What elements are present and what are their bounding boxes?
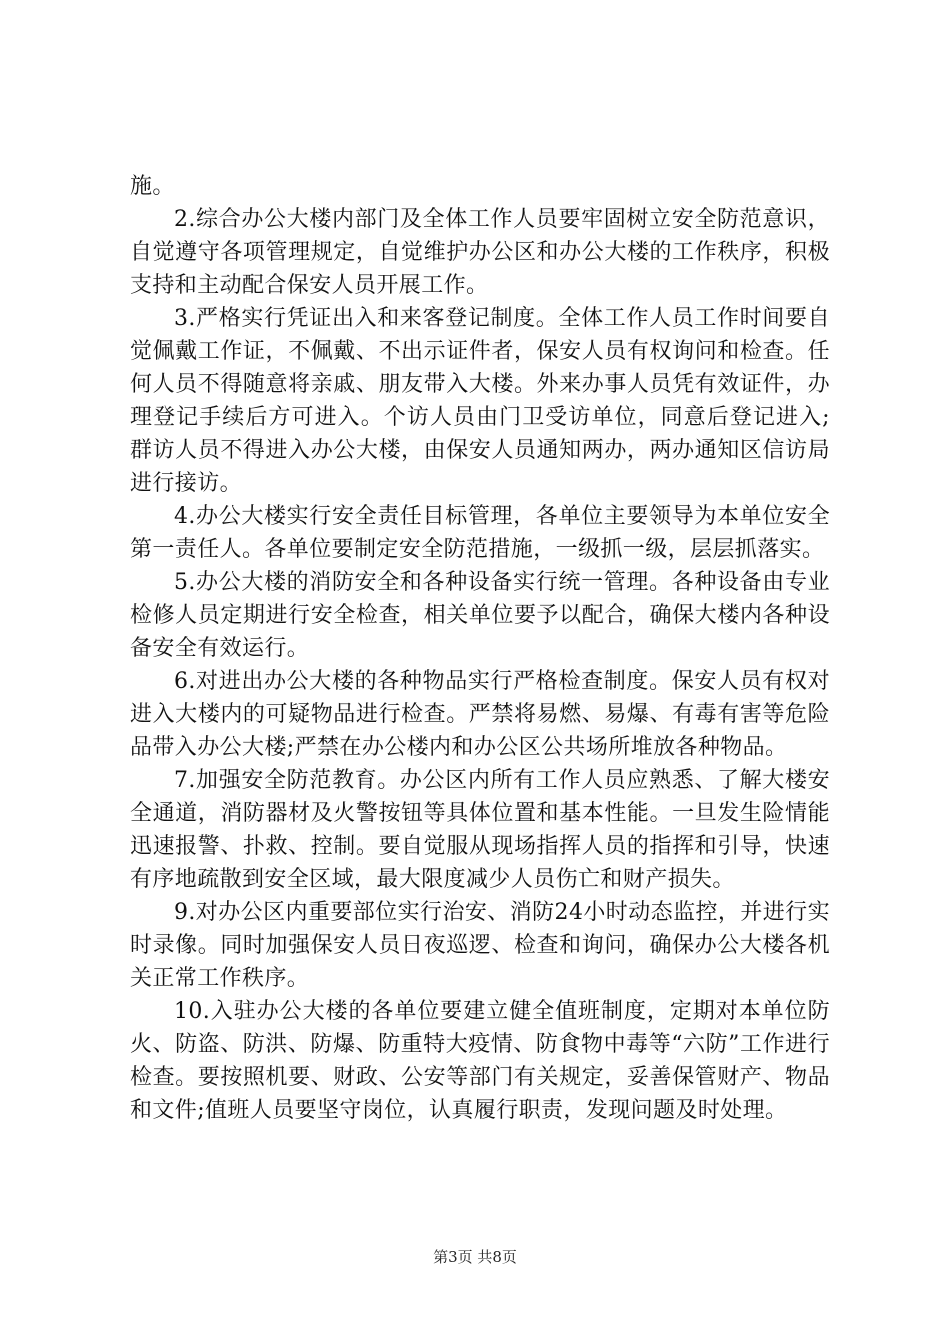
- paragraph-continuation: 施。: [130, 174, 175, 199]
- paragraph-item-2: 2.综合办公大楼内部门及全体工作人员要牢固树立安全防范意识，自觉遵守各项管理规定，自觉维护办公区和办公大楼的工作秩序，积极支持和主动配合保安人员开展工作。: [130, 207, 830, 298]
- paragraph-item-7: 7.加强安全防范教育。办公区内所有工作人员应熟悉、了解大楼安全通道，消防器材及火警按钮等具体位置和基本性能。一旦发生险情能迅速报警、扑救、控制。要自觉服从现场指挥人员的指挥和引导，快速有序地疏散到安全区域，最大限度减少人员伤亡和财产损失。: [130, 768, 830, 892]
- paragraph-item-10: 10.入驻办公大楼的各单位要建立健全值班制度，定期对本单位防火、防盗、防洪、防爆、防重特大疫情、防食物中毒等“六防”工作进行检查。要按照机要、财政、公安等部门有关规定，妥善保管财产、物品和文件;值班人员要坚守岗位，认真履行职责，发现问题及时处理。: [130, 999, 830, 1123]
- paragraph-item-3: 3.严格实行凭证出入和来客登记制度。全体工作人员工作时间要自觉佩戴工作证，不佩戴、不出示证件者，保安人员有权询问和检查。任何人员不得随意将亲戚、朋友带入大楼。外来办事人员凭有效证件，办理登记手续后方可进入。个访人员由门卫受访单位，同意后登记进入;群访人员不得进入办公大楼，由保安人员通知两办，两办通知区信访局进行接访。: [130, 306, 830, 496]
- paragraph-item-6: 6.对进出办公大楼的各种物品实行严格检查制度。保安人员有权对进入大楼内的可疑物品进行检查。严禁将易燃、易爆、有毒有害等危险品带入办公大楼;严禁在办公楼内和办公区公共场所堆放各种物品。: [130, 669, 830, 760]
- page-number-footer: 第3页 共8页: [433, 1248, 517, 1266]
- paragraph-item-4: 4.办公大楼实行安全责任目标管理，各单位主要领导为本单位安全第一责任人。各单位要制定安全防范措施，一级抓一级，层层抓落实。: [130, 504, 830, 562]
- paragraph-item-5: 5.办公大楼的消防安全和各种设备实行统一管理。各种设备由专业检修人员定期进行安全检查，相关单位要予以配合，确保大楼内各种设备安全有效运行。: [130, 570, 830, 661]
- paragraph-item-9: 9.对办公区内重要部位实行治安、消防24小时动态监控，并进行实时录像。同时加强保安人员日夜巡逻、检查和询问，确保办公大楼各机关正常工作秩序。: [130, 900, 830, 991]
- document-body: [130, 170, 830, 1127]
